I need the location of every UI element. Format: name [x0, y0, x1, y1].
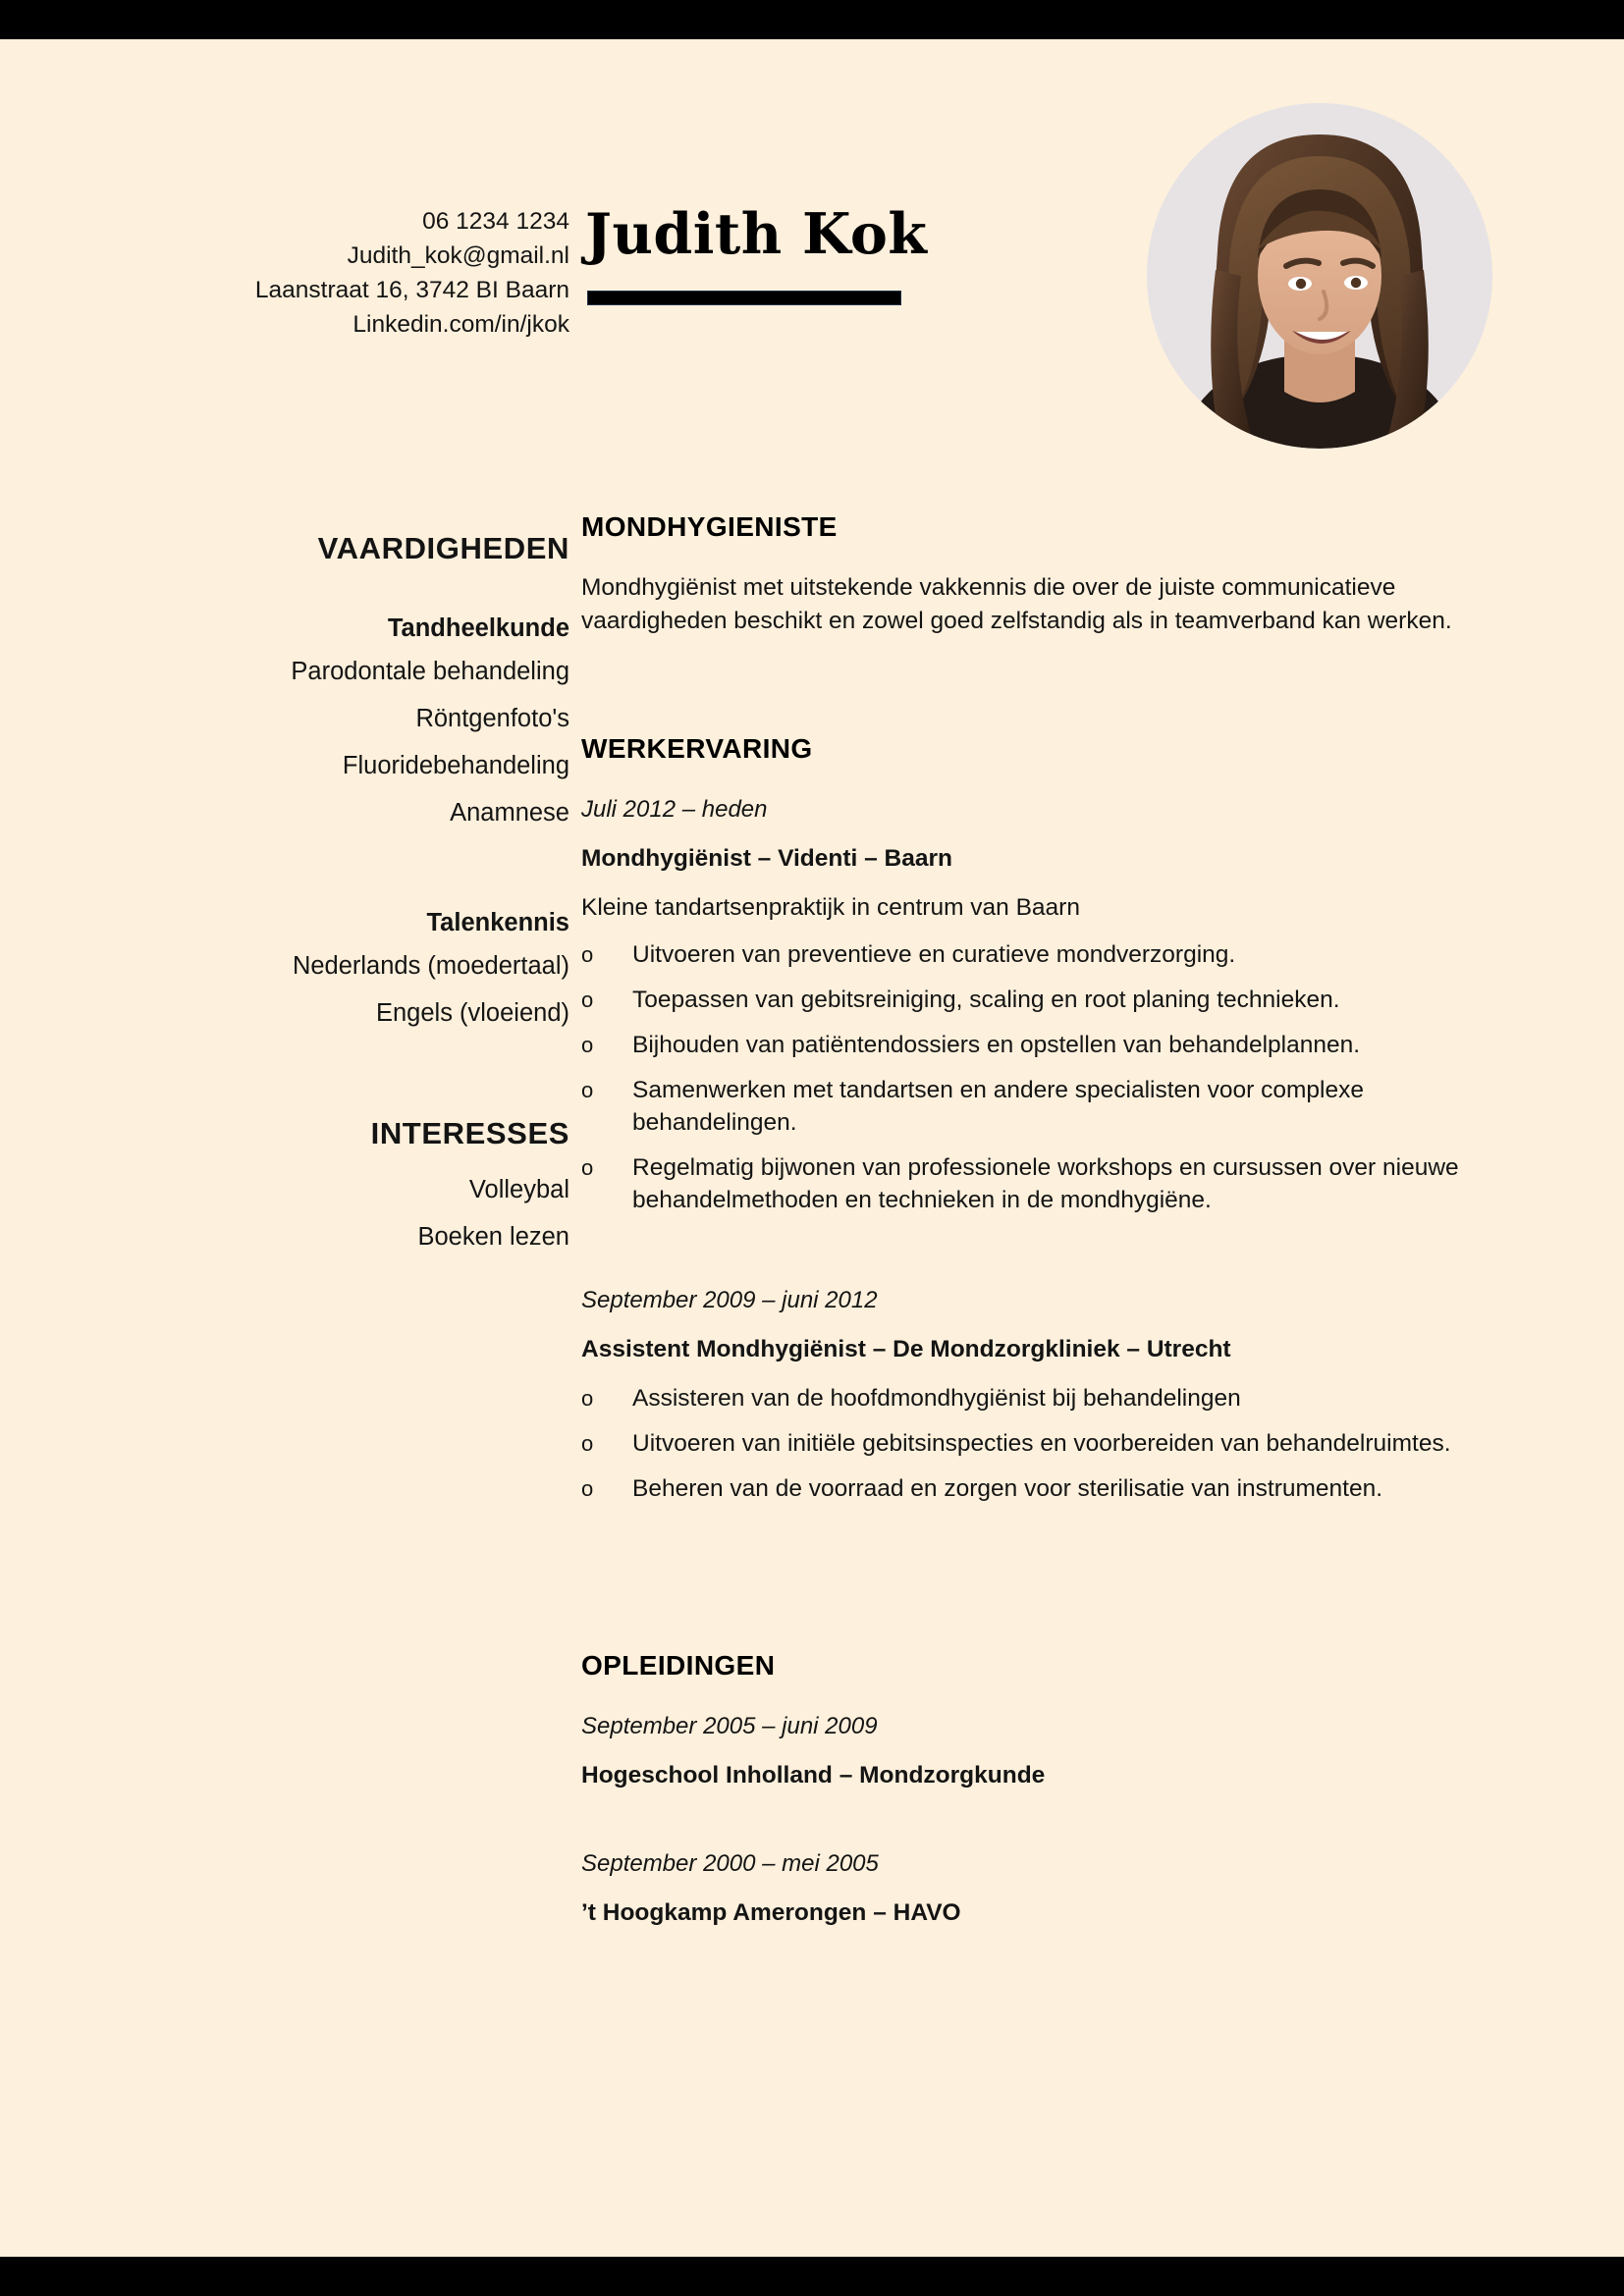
contact-block	[108, 204, 569, 342]
job-date: September 2009 – juni 2012	[581, 1287, 878, 1313]
profile-summary: Mondhygiënist met uitstekende vakkennis die over de juiste communicatieve vaardigheden beschikt en zowel goed zelfstandig als in teamverband kan werken.	[581, 574, 1452, 634]
experience-entry	[581, 793, 1494, 1216]
job-bullet-list	[581, 938, 1494, 1216]
sidebar-subheading-languages: Talenkennis	[426, 909, 569, 936]
profile-photo-illustration	[1147, 103, 1492, 449]
spacer	[108, 1037, 569, 1115]
list-item	[581, 1427, 1494, 1460]
name-block	[581, 157, 1131, 305]
bottom-black-bar	[0, 2257, 1624, 2296]
bullet-marker-icon: o	[581, 1386, 594, 1411]
list-item: Parodontale behandeling	[291, 658, 569, 685]
section-heading-education: OPLEIDINGEN	[581, 1650, 776, 1681]
education-entry	[581, 1710, 1494, 1792]
list-item: Volleybal	[468, 1176, 569, 1203]
bullet-text: Assisteren van de hoofdmondhygiënist bij behandelingen	[632, 1385, 1241, 1412]
education-date: September 2000 – mei 2005	[581, 1850, 879, 1877]
list-item	[581, 1382, 1494, 1415]
resume-header	[0, 157, 1624, 383]
bullet-text: Toepassen van gebitsreiniging, scaling en root planing technieken.	[632, 987, 1340, 1013]
sidebar	[108, 530, 569, 1260]
list-item	[581, 1074, 1494, 1139]
sidebar-subheading-dentistry: Tandheelkunde	[387, 614, 569, 642]
job-bullet-list	[581, 1382, 1494, 1505]
bullet-text: Uitvoeren van preventieve en curatieve mondverzorging.	[632, 941, 1236, 968]
bullet-text: Beheren van de voorraad en zorgen voor sterilisatie van instrumenten.	[632, 1475, 1383, 1502]
education-title: ’t Hoogkamp Amerongen – HAVO	[581, 1899, 961, 1926]
bullet-marker-icon: o	[581, 942, 594, 967]
sidebar-heading-skills: VAARDIGHEDEN	[317, 531, 569, 565]
bullet-marker-icon: o	[581, 1476, 594, 1501]
experience-entry	[581, 1284, 1494, 1505]
list-item: Engels (vloeiend)	[375, 999, 569, 1027]
list-item	[581, 984, 1494, 1016]
list-item	[581, 938, 1494, 971]
list-item: Boeken lezen	[417, 1223, 569, 1251]
spacer	[581, 1518, 1494, 1649]
education-entry	[581, 1847, 1494, 1930]
sidebar-heading-interests: INTERESSES	[370, 1116, 569, 1150]
list-item: Nederlands (moedertaal)	[292, 952, 569, 980]
job-title: Mondhygiënist – Videnti – Baarn	[581, 845, 953, 872]
bullet-marker-icon: o	[581, 1033, 594, 1057]
contact-email: Judith_kok@gmail.nl	[347, 242, 569, 269]
avatar	[1147, 103, 1492, 449]
list-item: Röntgenfoto's	[415, 705, 569, 732]
main-column	[581, 510, 1494, 1930]
list-item	[581, 1151, 1494, 1216]
name-underline-rule	[587, 291, 901, 305]
job-description: Kleine tandartsenpraktijk in centrum van Baarn	[581, 894, 1080, 921]
job-title: Assistent Mondhygiënist – De Mondzorgkliniek – Utrecht	[581, 1336, 1231, 1362]
bullet-marker-icon: o	[581, 988, 594, 1012]
bullet-text: Uitvoeren van initiële gebitsinspecties en voorbereiden van behandelruimtes.	[632, 1430, 1451, 1457]
list-item	[581, 1029, 1494, 1061]
list-item: Fluoridebehandeling	[342, 752, 569, 779]
job-date: Juli 2012 – heden	[581, 796, 768, 823]
section-heading-experience: WERKERVARING	[581, 733, 813, 764]
spacer	[581, 638, 1494, 732]
section-heading-profile: MONDHYGIENISTE	[581, 511, 838, 542]
education-date: September 2005 – juni 2009	[581, 1713, 878, 1739]
education-title: Hogeschool Inholland – Mondzorgkunde	[581, 1762, 1046, 1789]
spacer	[581, 1229, 1494, 1284]
page-title: Judith Kok	[585, 201, 928, 267]
contact-phone: 06 1234 1234	[422, 208, 569, 235]
bullet-text: Regelmatig bijwonen van professionele workshops en cursussen over nieuwe behandelmethoden en technieken in de mondhygiëne.	[632, 1154, 1459, 1213]
spacer	[108, 836, 569, 905]
bullet-marker-icon: o	[581, 1431, 594, 1456]
bullet-marker-icon: o	[581, 1078, 594, 1102]
spacer	[581, 1792, 1494, 1847]
bullet-marker-icon: o	[581, 1155, 594, 1180]
list-item: Anamnese	[450, 799, 569, 827]
top-black-bar	[0, 0, 1624, 39]
contact-linkedin: Linkedin.com/in/jkok	[352, 311, 569, 338]
contact-address: Laanstraat 16, 3742 BI Baarn	[254, 277, 569, 303]
list-item	[581, 1472, 1494, 1505]
bullet-text: Bijhouden van patiëntendossiers en opstellen van behandelplannen.	[632, 1032, 1361, 1058]
bullet-text: Samenwerken met tandartsen en andere specialisten voor complexe behandelingen.	[632, 1077, 1364, 1136]
